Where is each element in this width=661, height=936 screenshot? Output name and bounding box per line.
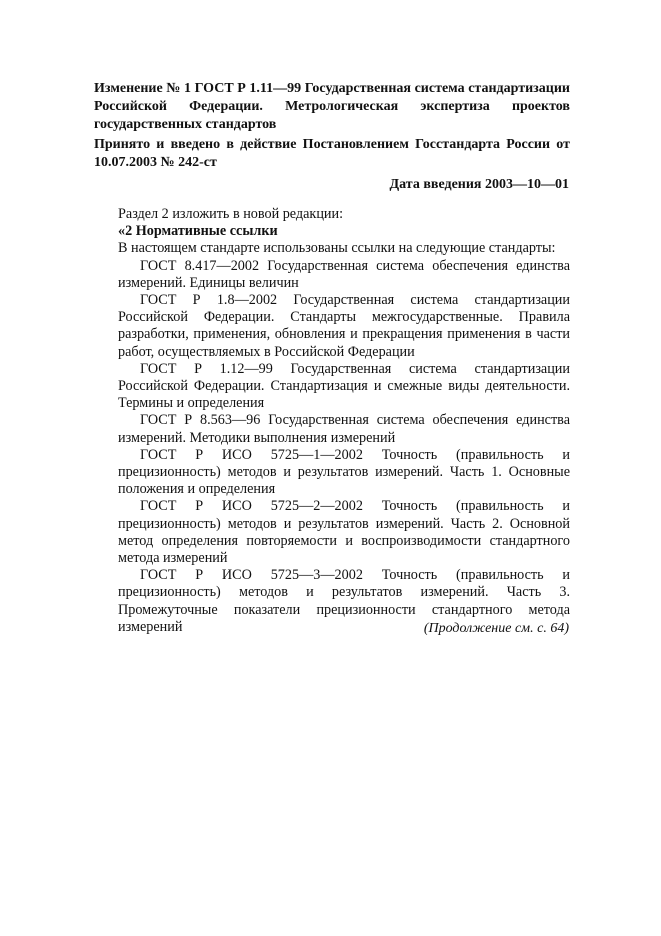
reference-item: ГОСТ Р ИСО 5725—1—2002 Точность (правильность и прецизионность) методов и результатов измерений. Часть 1. Основные положения и определения — [118, 446, 570, 498]
reference-item: ГОСТ Р 1.12—99 Государственная система стандартизации Российской Федерации. Стандартизация и смежные виды деятельности. Термины и определения — [118, 360, 570, 412]
reference-item: ГОСТ 8.417—2002 Государственная система обеспечения единства измерений. Единицы величин — [118, 257, 570, 291]
reference-item: ГОСТ Р 1.8—2002 Государственная система стандартизации Российской Федерации. Стандарты межгосударственные. Правила разработки, применения, обновления и прекращения применения в части работ, осуществляемых в Российской Федерации — [118, 292, 570, 360]
section-title: «2 Нормативные ссылки — [118, 223, 278, 240]
reference-item: ГОСТ Р ИСО 5725—2—2002 Точность (правильность и прецизионность) методов и результатов измерений. Часть 2. Основной метод определения повторяемости и воспроизводимости стандартного метода измерений — [118, 498, 570, 567]
amendment-heading: Изменение № 1 ГОСТ Р 1.11—99 Государственная система стандартизации Российской Федерации. Метрологическая экспертиза проектов государственных стандартов — [94, 81, 570, 132]
adoption-statement: Принято и введено в действие Постановлением Госстандарта России от 10.07.2003 № 242-ст — [94, 137, 570, 170]
reference-item: ГОСТ Р ИСО 5725—3—2002 Точность (правильность и прецизионность) методов и результатов измерений. Часть 3. Промежуточные показатели прецизионности стандартного метода измерений — [118, 567, 570, 635]
lead-text: В настоящем стандарте использованы ссылки на следующие стандарты: — [118, 240, 556, 257]
continuation-note: (Продолжение см. с. 64) — [423, 621, 569, 636]
document-body — [118, 206, 570, 636]
intro-text: Раздел 2 изложить в новой редакции: — [118, 206, 344, 222]
reference-item: ГОСТ Р 8.563—96 Государственная система обеспечения единства измерений. Методики выполнения измерений — [118, 412, 570, 446]
effective-date: Дата введения 2003—10—01 — [389, 177, 569, 192]
